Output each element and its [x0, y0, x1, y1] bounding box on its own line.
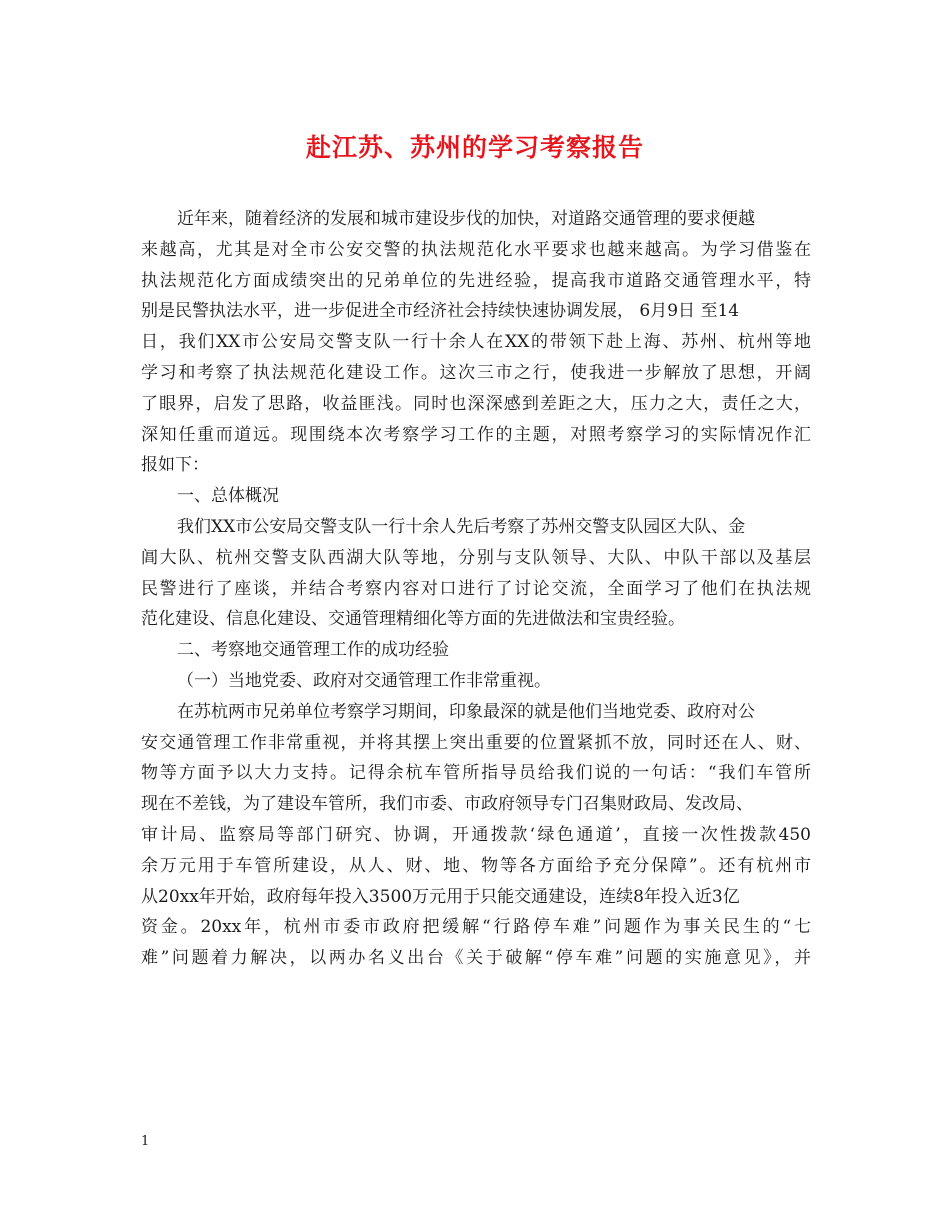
- document-body: [141, 204, 811, 974]
- paragraph-line: 民警进行了座谈，并结合考察内容对口进行了讨论交流，全面学习了他们在执法规: [141, 578, 811, 599]
- page-number: 1: [141, 1134, 150, 1149]
- paragraph-line: 物等方面予以大力支持。记得余杭车管所指导员给我们说的一句话：“我们车管所: [141, 763, 811, 784]
- paragraph-line: 学习和考察了执法规范化建设工作。这次三市之行，使我进一步解放了思想，开阔: [141, 362, 811, 383]
- paragraph-line: 来越高，尤其是对全市公安交警的执法规范化水平要求也越来越高。为学习借鉴在: [141, 239, 811, 260]
- paragraph-line: 报如下：: [141, 455, 209, 476]
- paragraph-line: 余万元用于车管所建设，从人、财、地、物等各方面给予充分保障”。还有杭州市: [141, 855, 811, 876]
- paragraph-line: 日，我们XX市公安局交警支队一行十余人在XX的带领下赴上海、苏州、杭州等地: [141, 332, 811, 353]
- paragraph-line: 阊大队、杭州交警支队西湖大队等地，分别与支队领导、大队、中队干部以及基层: [141, 547, 811, 568]
- subsection-heading: （一）当地党委、政府对交通管理工作非常重视。: [177, 670, 551, 691]
- paragraph-line: 从20xx年开始，政府每年投入3500万元用于只能交通建设，连续8年投入近3亿: [141, 886, 740, 907]
- paragraph-line: 了眼界，启发了思路，收益匪浅。同时也深深感到差距之大，压力之大，责任之大，: [141, 393, 811, 414]
- paragraph-line: 别是民警执法水平，进一步促进全市经济社会持续快速协调发展， 6月9日 至14: [141, 301, 740, 322]
- paragraph-line: 审计局、监察局等部门研究、协调，开通拨款‘绿色通道’，直接一次性拨款450: [141, 824, 811, 845]
- paragraph-line: 安交通管理工作非常重视，并将其摆上突出重要的位置紧抓不放，同时还在人、财、: [141, 732, 811, 753]
- paragraph-line: 现在不差钱，为了建设车管所，我们市委、市政府领导专门召集财政局、发改局、: [141, 794, 753, 815]
- section-heading: 一、总体概况: [177, 486, 279, 507]
- paragraph-line: 难”问题着力解决，以两办名义出台《关于破解“停车难”问题的实施意见》，并: [141, 948, 811, 969]
- paragraph-line: 近年来，随着经济的发展和城市建设步伐的加快，对道路交通管理的要求便越: [177, 209, 755, 229]
- paragraph-line: 执法规范化方面成绩突出的兄弟单位的先进经验，提高我市道路交通管理水平，特: [141, 270, 811, 291]
- paragraph-line: 范化建设、信息化建设、交通管理精细化等方面的先进做法和宝贵经验。: [141, 609, 685, 630]
- paragraph-line: 在苏杭两市兄弟单位考察学习期间，印象最深的就是他们当地党委、政府对公: [177, 701, 755, 722]
- paragraph-line: 深知任重而道远。现围绕本次考察学习工作的主题，对照考察学习的实际情况作汇: [141, 424, 811, 445]
- paragraph-line: 我们XX市公安局交警支队一行十余人先后考察了苏州交警支队园区大队、金: [177, 516, 746, 537]
- paragraph-line: 资金。20xx年，杭州市委市政府把缓解“行路停车难”问题作为事关民生的“七: [141, 917, 811, 938]
- section-heading: 二、考察地交通管理工作的成功经验: [177, 640, 449, 661]
- document-title: 赴江苏、苏州的学习考察报告: [305, 133, 644, 162]
